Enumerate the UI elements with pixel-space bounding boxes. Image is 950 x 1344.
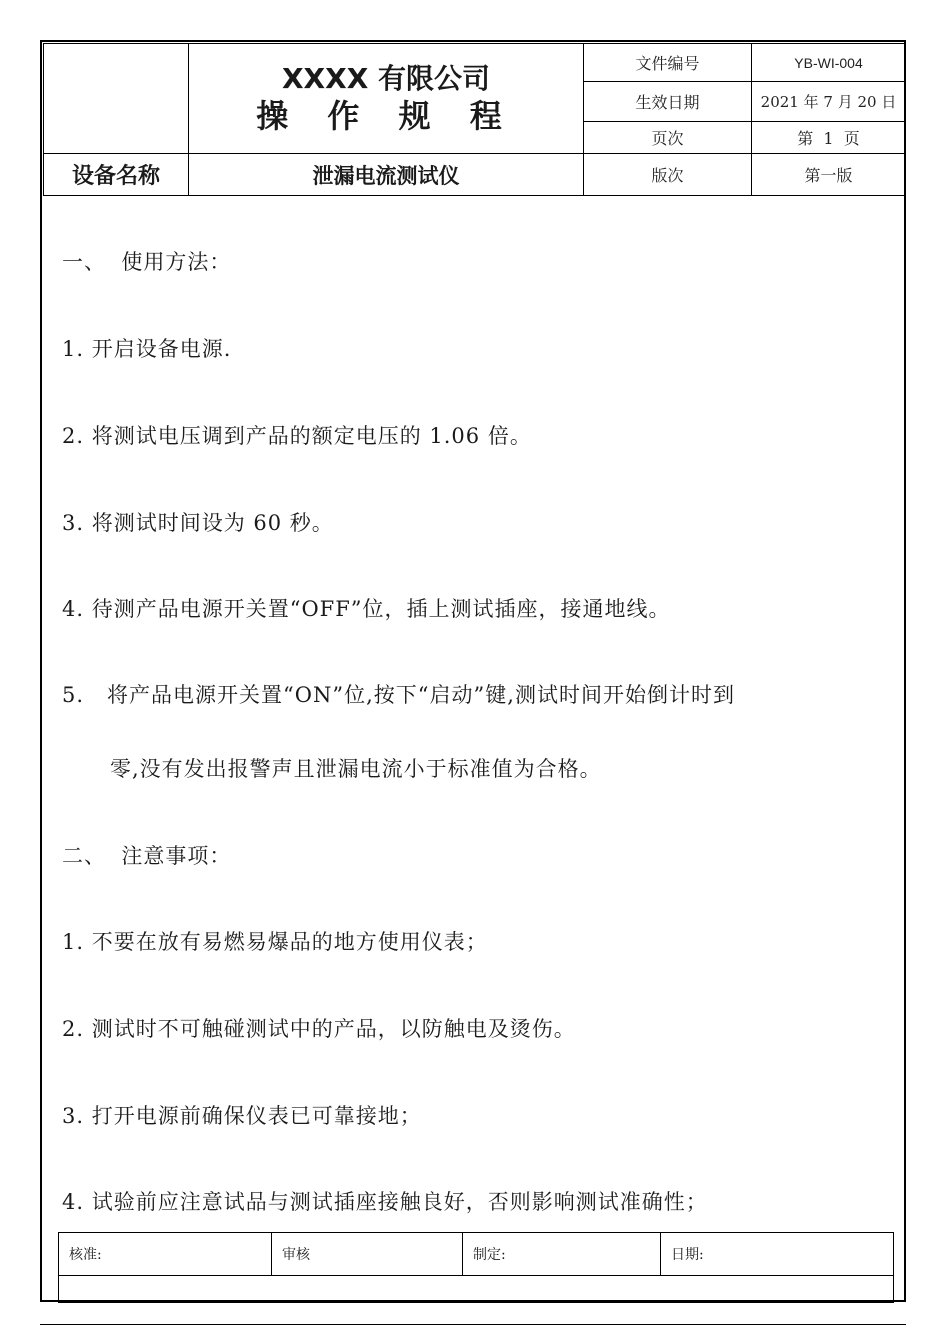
date-label: 日期: xyxy=(661,1233,894,1276)
version-value: 第一版 xyxy=(752,154,906,196)
section-notes-title: 二、 注意事项： xyxy=(62,844,232,868)
usage-step: 2. 将测试电压调到产品的额定电压的 1.06 倍。 xyxy=(62,424,532,448)
usage-step: 3. 将测试时间设为 60 秒。 xyxy=(62,511,334,535)
page-label: 页次 xyxy=(584,122,752,154)
company-name: XXXX 有限公司 xyxy=(281,61,491,95)
note-item: 1. 不要在放有易燃易爆品的地方使用仪表； xyxy=(62,930,488,954)
doc-no-label: 文件编号 xyxy=(584,44,752,82)
prepare-label: 制定: xyxy=(463,1233,661,1276)
version-label: 版次 xyxy=(584,154,752,196)
signoff-blank-row xyxy=(59,1276,894,1303)
note-item: 3. 打开电源前确保仪表已可靠接地； xyxy=(62,1104,422,1128)
document-title: 操 作 规 程 xyxy=(256,96,516,135)
equipment-label: 设备名称 xyxy=(44,154,189,196)
usage-step: 5. 将产品电源开关置“ON”位,按下“启动”键,测试时间开始倒计时到 xyxy=(62,683,735,707)
page-value: 第 1 页 xyxy=(752,122,906,154)
title-cell xyxy=(189,44,584,154)
equipment-name: 泄漏电流测试仪 xyxy=(189,154,584,196)
usage-step: 1. 开启设备电源. xyxy=(62,337,232,361)
usage-step: 4. 待测产品电源开关置“OFF”位，插上测试插座，接通地线。 xyxy=(62,597,671,621)
document-header-table xyxy=(43,43,906,196)
effective-date-label: 生效日期 xyxy=(584,82,752,122)
bottom-rule xyxy=(40,1324,906,1325)
usage-step-continuation: 零,没有发出报警声且泄漏电流小于标准值为合格。 xyxy=(110,757,602,781)
section-usage-title: 一、 使用方法： xyxy=(62,250,232,274)
signoff-table xyxy=(58,1232,894,1303)
logo-cell xyxy=(44,44,189,154)
review-label: 审核 xyxy=(272,1233,463,1276)
doc-no-value: YB-WI-004 xyxy=(752,44,906,82)
note-item: 2. 测试时不可触碰测试中的产品，以防触电及烫伤。 xyxy=(62,1017,576,1041)
approve-label: 核准: xyxy=(59,1233,272,1276)
effective-date-value: 2021 年 7 月 20 日 xyxy=(752,82,906,122)
note-item: 4. 试验前应注意试品与测试插座接触良好，否则影响测试准确性； xyxy=(62,1190,708,1214)
